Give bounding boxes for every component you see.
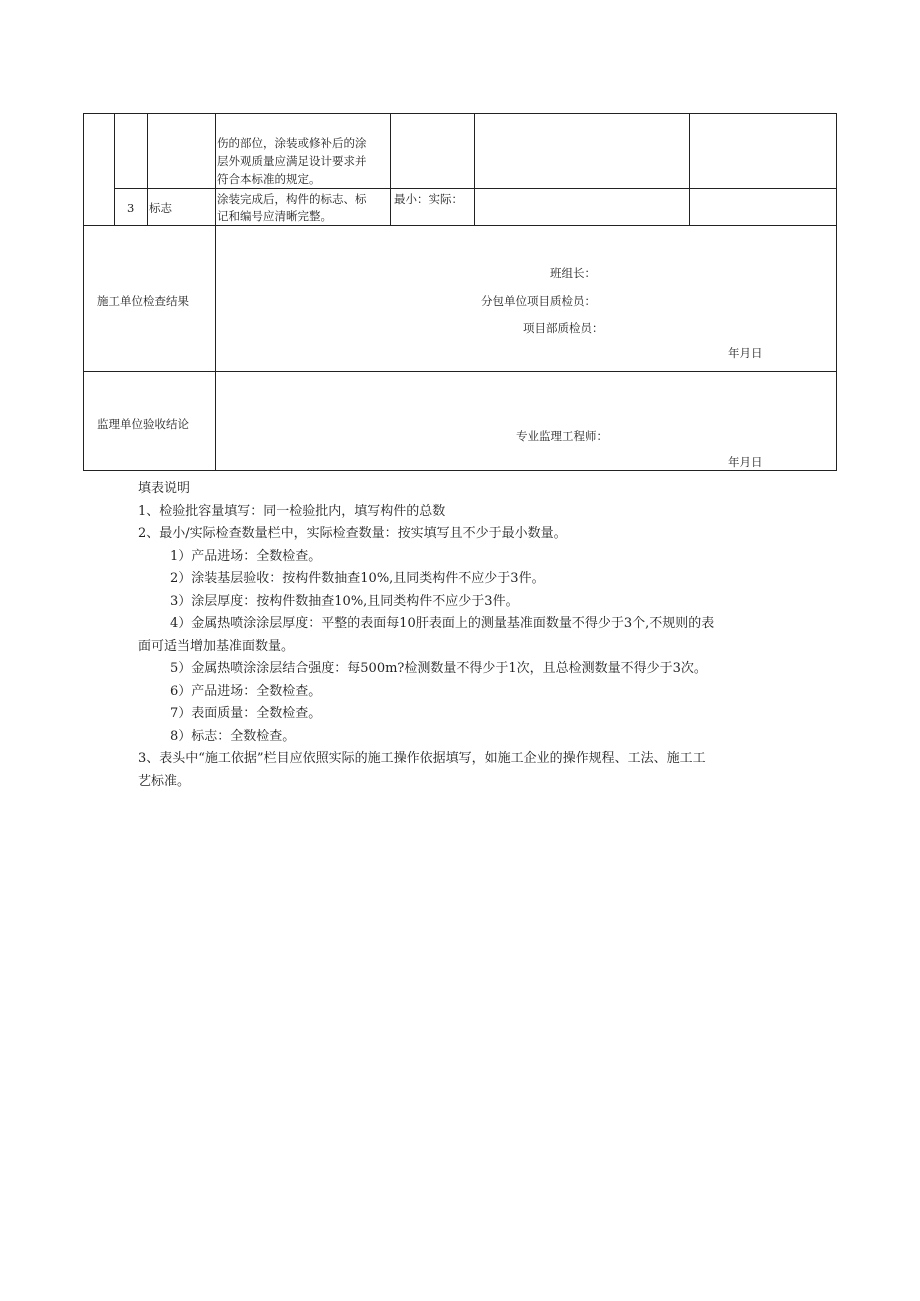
instruction-item: 1、检验批容量填写：同一检验批内，填写构件的总数 — [138, 503, 446, 519]
instruction-subitem: 5）金属热喷涂涂层结合强度：每500m?检测数量不得少于1次，且总检测数量不得少于3次。 — [170, 661, 707, 676]
instruction-item: 3、表头中“施工依据”栏目应依照实际的施工操作依据填写，如施工企业的操作规程、工法、施工工 — [138, 751, 706, 766]
table-right-border — [836, 113, 837, 471]
instruction-subitem: 7）表面质量：全数检查。 — [170, 706, 322, 721]
supervision-conclusion-label: 监理单位验收结论 — [97, 417, 189, 431]
table-left-border — [83, 113, 84, 471]
col-divider — [689, 113, 690, 225]
sub-inspector-label: 分包单位项目质检员： — [481, 294, 596, 308]
row-divider — [114, 188, 837, 189]
instruction-subitem: 2）涂装基层验收：按构件数抽查10%,且同类构件不应少于3件。 — [170, 571, 545, 586]
instruction-subitem-continued: 面可适当增加基准面数量。 — [138, 638, 295, 654]
table-top-border — [83, 113, 837, 114]
check-quantity: 最小：实际： — [394, 192, 463, 206]
supervision-date: 年月日 — [728, 455, 763, 469]
row-divider — [83, 225, 837, 226]
requirement-line: 伤的部位，涂装或修补后的涂 — [217, 136, 367, 150]
requirement-line: 层外观质量应满足设计要求并 — [217, 154, 367, 168]
col-divider — [114, 113, 115, 225]
inspection-table — [83, 113, 837, 471]
instruction-item-continued: 艺标准。 — [138, 773, 191, 789]
col-divider — [215, 113, 216, 471]
team-leader-label: 班组长： — [550, 266, 596, 280]
instructions-title: 填表说明 — [138, 481, 191, 496]
requirement-line: 涂装完成后，构件的标志、标 — [217, 192, 367, 206]
instruction-subitem: 6）产品进场：全数检查。 — [170, 683, 322, 699]
instruction-subitem: 1）产品进场：全数检查。 — [170, 548, 322, 564]
col-divider — [474, 113, 475, 225]
instruction-subitem: 3）涂层厚度：按构件数抽查10%,且同类构件不应少于3件。 — [170, 593, 519, 609]
col-divider — [390, 113, 391, 225]
item-name: 标志 — [149, 201, 172, 215]
instruction-subitem: 4）金属热喷涂涂层厚度：平整的表面每10肝表面上的测量基准面数量不得少于3个,不规则的表 — [170, 616, 715, 631]
project-inspector-label: 项目部质检员： — [523, 321, 604, 335]
form-instructions — [138, 478, 838, 793]
instruction-subitem: 8）标志：全数检查。 — [170, 728, 296, 744]
construction-date: 年月日 — [728, 346, 763, 360]
requirement-line: 记和编号应清晰完整。 — [217, 209, 332, 223]
requirement-line: 符合本标准的规定。 — [217, 172, 321, 186]
row-number: 3 — [127, 201, 135, 215]
col-divider — [147, 113, 148, 225]
instruction-item: 2、最小/实际检查数量栏中，实际检查数量：按实填写且不少于最小数量。 — [138, 526, 567, 541]
supervision-engineer-label: 专业监理工程师： — [516, 429, 608, 443]
section-divider — [83, 371, 837, 372]
table-bottom-border — [83, 470, 837, 471]
construction-result-label: 施工单位检查结果 — [97, 294, 189, 308]
